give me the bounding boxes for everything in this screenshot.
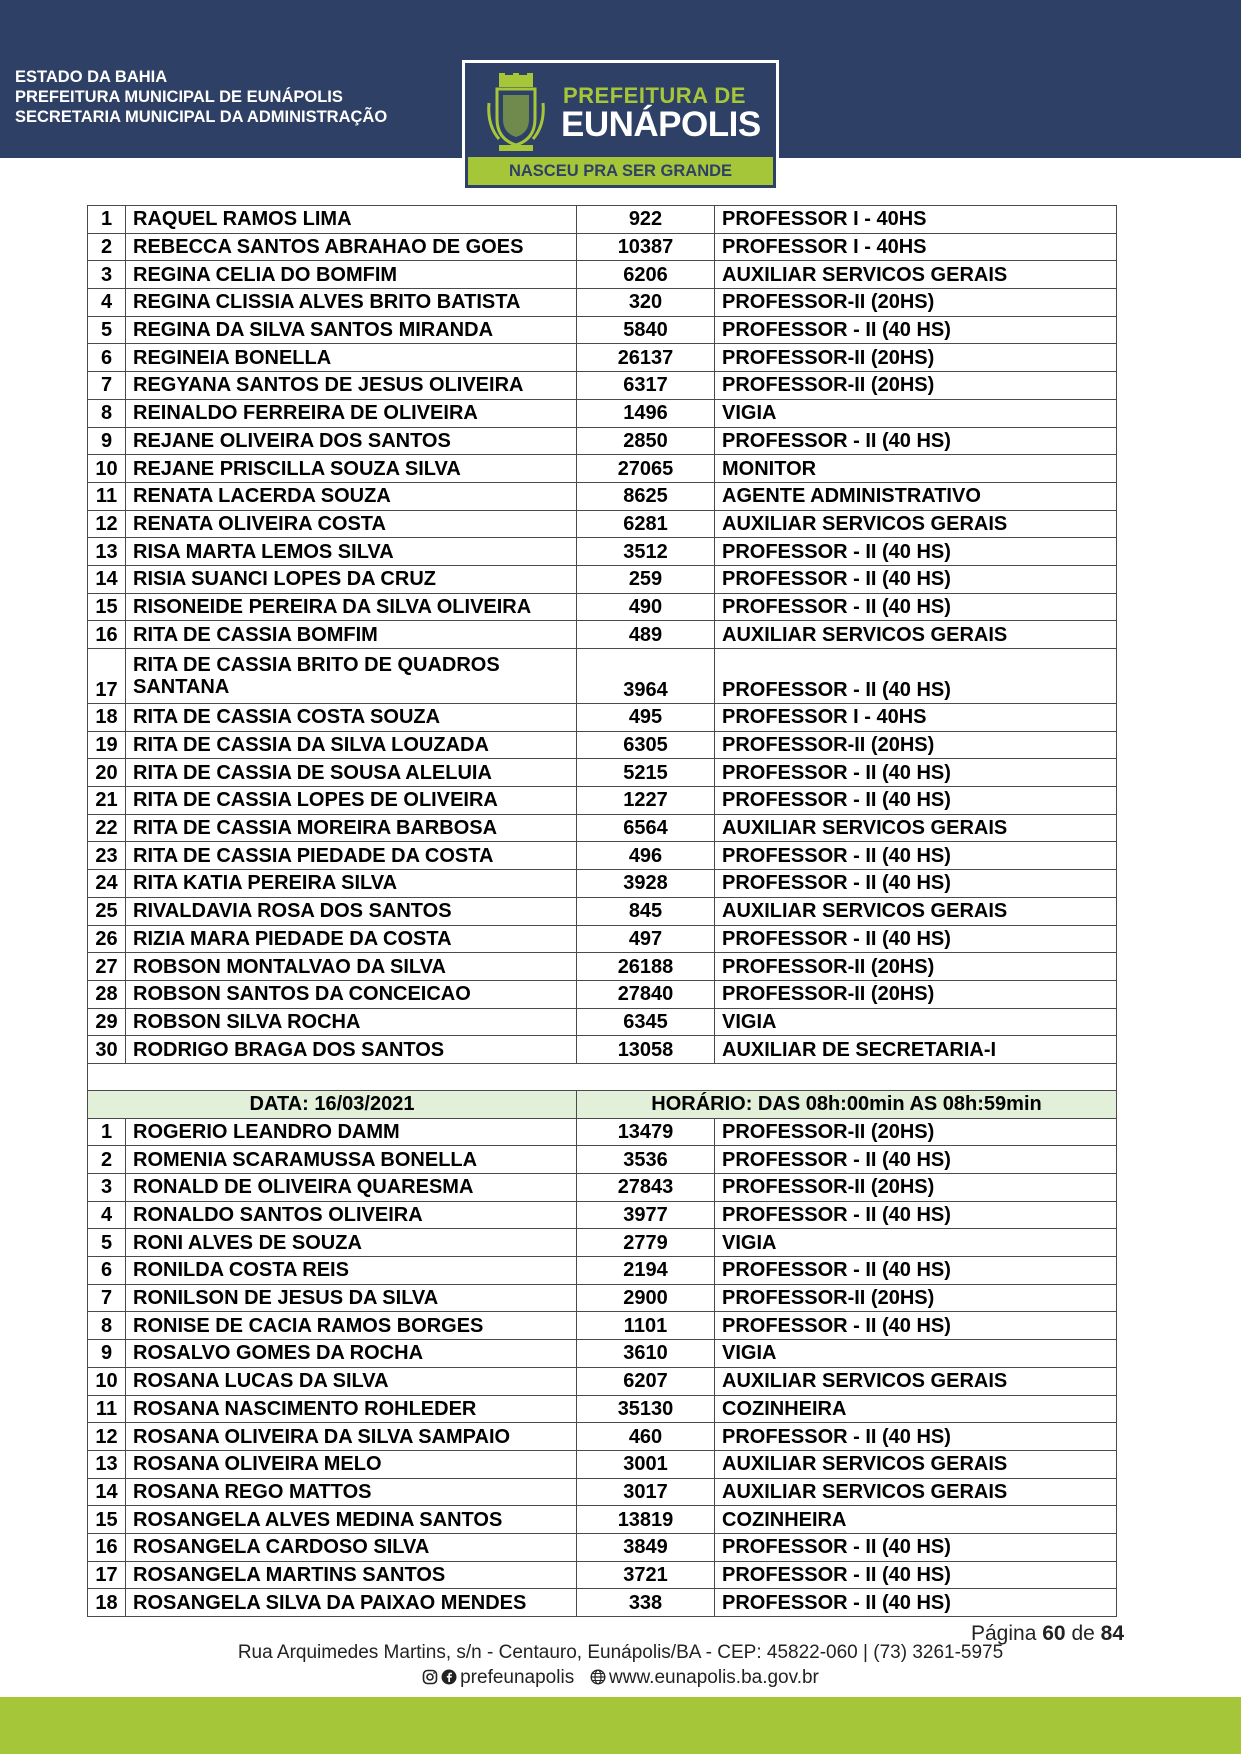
row-number: 16: [88, 621, 126, 649]
row-number: 29: [88, 1008, 126, 1036]
row-number: 2: [88, 233, 126, 261]
table-row: [88, 1450, 1117, 1478]
registration-number: 320: [577, 289, 715, 317]
row-number: 5: [88, 1229, 126, 1257]
registration-number: 1496: [577, 399, 715, 427]
registration-number: 13058: [577, 1036, 715, 1064]
row-number: 4: [88, 1201, 126, 1229]
employee-name: ROSANA OLIVEIRA DA SILVA SAMPAIO: [126, 1423, 577, 1451]
job-title: PROFESSOR-II (20HS): [715, 731, 1117, 759]
job-title: COZINHEIRA: [715, 1506, 1117, 1534]
employee-name: ROSANA NASCIMENTO ROHLEDER: [126, 1395, 577, 1423]
registration-number: 6345: [577, 1008, 715, 1036]
table-row: [88, 1008, 1117, 1036]
registration-number: 3964: [577, 649, 715, 704]
table-row: [88, 1367, 1117, 1395]
job-title: PROFESSOR - II (40 HS): [715, 593, 1117, 621]
table-row: [88, 1589, 1117, 1617]
employee-name: REJANE PRISCILLA SOUZA SILVA: [126, 455, 577, 483]
row-number: 15: [88, 593, 126, 621]
employee-name: RITA DE CASSIA MOREIRA BARBOSA: [126, 814, 577, 842]
employee-name: RITA DE CASSIA BOMFIM: [126, 621, 577, 649]
registration-number: 845: [577, 897, 715, 925]
employee-name: RONALDO SANTOS OLIVEIRA: [126, 1201, 577, 1229]
job-title: AUXILIAR SERVICOS GERAIS: [715, 261, 1117, 289]
row-number: 9: [88, 1340, 126, 1368]
table-row: [88, 427, 1117, 455]
job-title: PROFESSOR I - 40HS: [715, 233, 1117, 261]
job-title: PROFESSOR-II (20HS): [715, 953, 1117, 981]
registration-number: 2194: [577, 1257, 715, 1285]
job-title: PROFESSOR-II (20HS): [715, 1174, 1117, 1202]
registration-number: 5840: [577, 316, 715, 344]
row-number: 12: [88, 510, 126, 538]
table-row: [88, 233, 1117, 261]
row-number: 11: [88, 482, 126, 510]
table-row: [88, 731, 1117, 759]
registration-number: 5215: [577, 759, 715, 787]
table-row: [88, 1423, 1117, 1451]
employee-name: RONALD DE OLIVEIRA QUARESMA: [126, 1174, 577, 1202]
employee-name: ROSANA OLIVEIRA MELO: [126, 1450, 577, 1478]
table-row: [88, 1118, 1117, 1146]
registration-number: 3721: [577, 1561, 715, 1589]
employee-name: ROSANGELA MARTINS SANTOS: [126, 1561, 577, 1589]
table-row: [88, 455, 1117, 483]
employee-name: RONI ALVES DE SOUZA: [126, 1229, 577, 1257]
row-number: 7: [88, 1284, 126, 1312]
registration-number: 27840: [577, 980, 715, 1008]
footer-address: Rua Arquimedes Martins, s/n - Centauro, Eunápolis/BA - CEP: 45822-060 | (73) 3261-5975: [237, 1642, 1004, 1663]
job-title: AUXILIAR SERVICOS GERAIS: [715, 897, 1117, 925]
registration-number: 259: [577, 565, 715, 593]
employee-name: REGINA CLISSIA ALVES BRITO BATISTA: [126, 289, 577, 317]
registration-number: 2779: [577, 1229, 715, 1257]
job-title: AUXILIAR SERVICOS GERAIS: [715, 510, 1117, 538]
job-title: PROFESSOR-II (20HS): [715, 372, 1117, 400]
website-link[interactable]: www.eunapolis.ba.gov.br: [609, 1667, 819, 1688]
employee-name: REGINA CELIA DO BOMFIM: [126, 261, 577, 289]
employee-name: RAQUEL RAMOS LIMA: [126, 206, 577, 234]
registration-number: 496: [577, 842, 715, 870]
table-row: [88, 1506, 1117, 1534]
row-number: 28: [88, 980, 126, 1008]
row-number: 26: [88, 925, 126, 953]
page-of: de: [1071, 1622, 1095, 1645]
row-number: 3: [88, 261, 126, 289]
row-number: 12: [88, 1423, 126, 1451]
table-row: [88, 870, 1117, 898]
row-number: 18: [88, 704, 126, 732]
employee-name: RONILSON DE JESUS DA SILVA: [126, 1284, 577, 1312]
employee-table: [87, 205, 1117, 1617]
row-number: 7: [88, 372, 126, 400]
job-title: PROFESSOR - II (40 HS): [715, 1312, 1117, 1340]
job-title: AUXILIAR SERVICOS GERAIS: [715, 814, 1117, 842]
footer-bar: [0, 1697, 1241, 1754]
registration-number: 6281: [577, 510, 715, 538]
job-title: PROFESSOR - II (40 HS): [715, 925, 1117, 953]
row-number: 19: [88, 731, 126, 759]
employee-name: ROMENIA SCARAMUSSA BONELLA: [126, 1146, 577, 1174]
registration-number: 6317: [577, 372, 715, 400]
table-row: [88, 482, 1117, 510]
registration-number: 27065: [577, 455, 715, 483]
row-number: 24: [88, 870, 126, 898]
row-number: 23: [88, 842, 126, 870]
page-current: 60: [1042, 1622, 1066, 1645]
employee-name: RISONEIDE PEREIRA DA SILVA OLIVEIRA: [126, 593, 577, 621]
row-number: 27: [88, 953, 126, 981]
registration-number: 6206: [577, 261, 715, 289]
job-title: PROFESSOR I - 40HS: [715, 704, 1117, 732]
employee-name: RITA DE CASSIA PIEDADE DA COSTA: [126, 842, 577, 870]
registration-number: 27843: [577, 1174, 715, 1202]
job-title: PROFESSOR - II (40 HS): [715, 1561, 1117, 1589]
header-line-state: ESTADO DA BAHIA: [15, 68, 168, 86]
job-title: PROFESSOR - II (40 HS): [715, 565, 1117, 593]
table-row: [88, 565, 1117, 593]
employee-name: RITA DE CASSIA DE SOUSA ALELUIA: [126, 759, 577, 787]
registration-number: 10387: [577, 233, 715, 261]
employee-name: RITA DE CASSIA BRITO DE QUADROS SANTANA: [126, 649, 577, 704]
session-row: [88, 1090, 1117, 1118]
table-row: [88, 980, 1117, 1008]
table-row: [88, 897, 1117, 925]
job-title: PROFESSOR-II (20HS): [715, 1284, 1117, 1312]
logo-slogan: NASCEU PRA SER GRANDE: [468, 157, 773, 185]
table-row: [88, 1257, 1117, 1285]
table-row: [88, 621, 1117, 649]
row-number: 6: [88, 344, 126, 372]
table-row: [88, 925, 1117, 953]
job-title: VIGIA: [715, 399, 1117, 427]
row-number: 17: [88, 1561, 126, 1589]
row-number: 17: [88, 649, 126, 704]
row-number: 3: [88, 1174, 126, 1202]
job-title: PROFESSOR - II (40 HS): [715, 842, 1117, 870]
job-title: PROFESSOR-II (20HS): [715, 344, 1117, 372]
job-title: PROFESSOR - II (40 HS): [715, 787, 1117, 815]
employee-name: REGYANA SANTOS DE JESUS OLIVEIRA: [126, 372, 577, 400]
header-line-secretariat: SECRETARIA MUNICIPAL DA ADMINISTRAÇÃO: [15, 108, 388, 126]
row-number: 21: [88, 787, 126, 815]
header-line-prefecture: PREFEITURA MUNICIPAL DE EUNÁPOLIS: [15, 88, 343, 106]
table-spacer: [88, 1063, 1117, 1090]
employee-name: RONILDA COSTA REIS: [126, 1257, 577, 1285]
employee-name: RIZIA MARA PIEDADE DA COSTA: [126, 925, 577, 953]
registration-number: 495: [577, 704, 715, 732]
employee-name: RITA DE CASSIA COSTA SOUZA: [126, 704, 577, 732]
job-title: VIGIA: [715, 1008, 1117, 1036]
row-number: 1: [88, 206, 126, 234]
employee-name: ROBSON SANTOS DA CONCEICAO: [126, 980, 577, 1008]
job-title: PROFESSOR - II (40 HS): [715, 1201, 1117, 1229]
instagram-icon: [422, 1669, 438, 1685]
employee-name: RISA MARTA LEMOS SILVA: [126, 538, 577, 566]
registration-number: 3001: [577, 1450, 715, 1478]
employee-name: RONISE DE CACIA RAMOS BORGES: [126, 1312, 577, 1340]
table-row: [88, 1036, 1117, 1064]
row-number: 25: [88, 897, 126, 925]
page-total: 84: [1100, 1622, 1124, 1645]
registration-number: 13819: [577, 1506, 715, 1534]
employee-name: REINALDO FERREIRA DE OLIVEIRA: [126, 399, 577, 427]
registration-number: 26188: [577, 953, 715, 981]
registration-number: 489: [577, 621, 715, 649]
table-section-1: [88, 206, 1117, 1064]
job-title: PROFESSOR - II (40 HS): [715, 1589, 1117, 1617]
job-title: MONITOR: [715, 455, 1117, 483]
employee-name: RISIA SUANCI LOPES DA CRUZ: [126, 565, 577, 593]
job-title: PROFESSOR-II (20HS): [715, 289, 1117, 317]
employee-name: ROSANGELA ALVES MEDINA SANTOS: [126, 1506, 577, 1534]
table-row: [88, 1533, 1117, 1561]
logo-title-line2: EUNÁPOLIS: [561, 105, 761, 144]
employee-name: ROGERIO LEANDRO DAMM: [126, 1118, 577, 1146]
registration-number: 2900: [577, 1284, 715, 1312]
registration-number: 1227: [577, 787, 715, 815]
table-row: [88, 1284, 1117, 1312]
registration-number: 3610: [577, 1340, 715, 1368]
table-row: [88, 1478, 1117, 1506]
row-number: 20: [88, 759, 126, 787]
row-number: 9: [88, 427, 126, 455]
job-title: PROFESSOR - II (40 HS): [715, 316, 1117, 344]
employee-name: RITA KATIA PEREIRA SILVA: [126, 870, 577, 898]
registration-number: 460: [577, 1423, 715, 1451]
registration-number: 3512: [577, 538, 715, 566]
employee-name: RODRIGO BRAGA DOS SANTOS: [126, 1036, 577, 1064]
employee-name: REBECCA SANTOS ABRAHAO DE GOES: [126, 233, 577, 261]
table-row: [88, 1146, 1117, 1174]
row-number: 5: [88, 316, 126, 344]
table-row: [88, 1201, 1117, 1229]
job-title: PROFESSOR - II (40 HS): [715, 1146, 1117, 1174]
session-header: [88, 1090, 1117, 1118]
table-row: [88, 372, 1117, 400]
job-title: AUXILIAR DE SECRETARIA-I: [715, 1036, 1117, 1064]
row-number: 30: [88, 1036, 126, 1064]
table-row: [88, 206, 1117, 234]
registration-number: 6564: [577, 814, 715, 842]
table-row: [88, 814, 1117, 842]
table-row: [88, 759, 1117, 787]
row-number: 13: [88, 538, 126, 566]
table-row: [88, 1312, 1117, 1340]
job-title: AUXILIAR SERVICOS GERAIS: [715, 1478, 1117, 1506]
row-number: 11: [88, 1395, 126, 1423]
table-row: [88, 289, 1117, 317]
job-title: PROFESSOR I - 40HS: [715, 206, 1117, 234]
employee-name: RITA DE CASSIA DA SILVA LOUZADA: [126, 731, 577, 759]
globe-icon: [590, 1669, 606, 1685]
employee-name: REGINA DA SILVA SANTOS MIRANDA: [126, 316, 577, 344]
table-row: [88, 510, 1117, 538]
employee-name: ROBSON SILVA ROCHA: [126, 1008, 577, 1036]
job-title: COZINHEIRA: [715, 1395, 1117, 1423]
table-row: [88, 538, 1117, 566]
table-row: [88, 649, 1117, 704]
registration-number: 3977: [577, 1201, 715, 1229]
registration-number: 1101: [577, 1312, 715, 1340]
job-title: PROFESSOR - II (40 HS): [715, 870, 1117, 898]
registration-number: 3928: [577, 870, 715, 898]
job-title: VIGIA: [715, 1229, 1117, 1257]
job-title: PROFESSOR-II (20HS): [715, 1118, 1117, 1146]
registration-number: 3536: [577, 1146, 715, 1174]
registration-number: 6305: [577, 731, 715, 759]
row-number: 16: [88, 1533, 126, 1561]
row-number: 14: [88, 565, 126, 593]
job-title: AGENTE ADMINISTRATIVO: [715, 482, 1117, 510]
row-number: 1: [88, 1118, 126, 1146]
registration-number: 922: [577, 206, 715, 234]
job-title: AUXILIAR SERVICOS GERAIS: [715, 1450, 1117, 1478]
table-row: [88, 1340, 1117, 1368]
employee-name: REGINEIA BONELLA: [126, 344, 577, 372]
facebook-icon: [441, 1669, 457, 1685]
table-row: [88, 1174, 1117, 1202]
table-row: [88, 261, 1117, 289]
job-title: PROFESSOR - II (40 HS): [715, 1533, 1117, 1561]
table-row: [88, 704, 1117, 732]
job-title: AUXILIAR SERVICOS GERAIS: [715, 621, 1117, 649]
registration-number: 490: [577, 593, 715, 621]
registration-number: 338: [577, 1589, 715, 1617]
job-title: PROFESSOR - II (40 HS): [715, 538, 1117, 566]
employee-name: REJANE OLIVEIRA DOS SANTOS: [126, 427, 577, 455]
table-row: [88, 344, 1117, 372]
row-number: 15: [88, 1506, 126, 1534]
table-row: [88, 593, 1117, 621]
row-number: 4: [88, 289, 126, 317]
page-word: Página: [971, 1622, 1037, 1645]
job-title: PROFESSOR - II (40 HS): [715, 649, 1117, 704]
prefecture-logo: [462, 60, 779, 191]
row-number: 22: [88, 814, 126, 842]
crest-icon: [485, 73, 547, 153]
row-number: 8: [88, 1312, 126, 1340]
job-title: PROFESSOR - II (40 HS): [715, 427, 1117, 455]
logo-title-line1: PREFEITURA DE: [563, 83, 746, 108]
employee-name: ROSANA LUCAS DA SILVA: [126, 1367, 577, 1395]
employee-name: ROSANGELA CARDOSO SILVA: [126, 1533, 577, 1561]
row-number: 8: [88, 399, 126, 427]
employee-name: RENATA OLIVEIRA COSTA: [126, 510, 577, 538]
row-number: 18: [88, 1589, 126, 1617]
registration-number: 3849: [577, 1533, 715, 1561]
registration-number: 2850: [577, 427, 715, 455]
table-row: [88, 316, 1117, 344]
table-row: [88, 953, 1117, 981]
row-number: 6: [88, 1257, 126, 1285]
row-number: 13: [88, 1450, 126, 1478]
table-row: [88, 1561, 1117, 1589]
registration-number: 6207: [577, 1367, 715, 1395]
job-title: PROFESSOR - II (40 HS): [715, 759, 1117, 787]
social-handle: prefeunapolis: [460, 1667, 575, 1688]
registration-number: 13479: [577, 1118, 715, 1146]
footer-web-line: [0, 1667, 1241, 1689]
employee-name: RENATA LACERDA SOUZA: [126, 482, 577, 510]
employee-name: ROSALVO GOMES DA ROCHA: [126, 1340, 577, 1368]
table-row: [88, 842, 1117, 870]
job-title: PROFESSOR - II (40 HS): [715, 1423, 1117, 1451]
row-number: 2: [88, 1146, 126, 1174]
session-time: HORÁRIO: DAS 08h:00min AS 08h:59min: [577, 1090, 1117, 1118]
employee-name: ROSANGELA SILVA DA PAIXAO MENDES: [126, 1589, 577, 1617]
row-number: 10: [88, 1367, 126, 1395]
registration-number: 3017: [577, 1478, 715, 1506]
employee-name: ROBSON MONTALVAO DA SILVA: [126, 953, 577, 981]
job-title: PROFESSOR - II (40 HS): [715, 1257, 1117, 1285]
employee-name: ROSANA REGO MATTOS: [126, 1478, 577, 1506]
session-date: DATA: 16/03/2021: [88, 1090, 577, 1118]
blank-row: [88, 1063, 1117, 1090]
registration-number: 35130: [577, 1395, 715, 1423]
job-title: PROFESSOR-II (20HS): [715, 980, 1117, 1008]
table-section-2: [88, 1118, 1117, 1616]
employee-name: RITA DE CASSIA LOPES DE OLIVEIRA: [126, 787, 577, 815]
registration-number: 26137: [577, 344, 715, 372]
row-number: 10: [88, 455, 126, 483]
job-title: AUXILIAR SERVICOS GERAIS: [715, 1367, 1117, 1395]
registration-number: 497: [577, 925, 715, 953]
employee-name: RIVALDAVIA ROSA DOS SANTOS: [126, 897, 577, 925]
table-row: [88, 1229, 1117, 1257]
registration-number: 8625: [577, 482, 715, 510]
table-row: [88, 1395, 1117, 1423]
job-title: VIGIA: [715, 1340, 1117, 1368]
table-row: [88, 787, 1117, 815]
table-row: [88, 399, 1117, 427]
row-number: 14: [88, 1478, 126, 1506]
header-text: [15, 67, 387, 127]
